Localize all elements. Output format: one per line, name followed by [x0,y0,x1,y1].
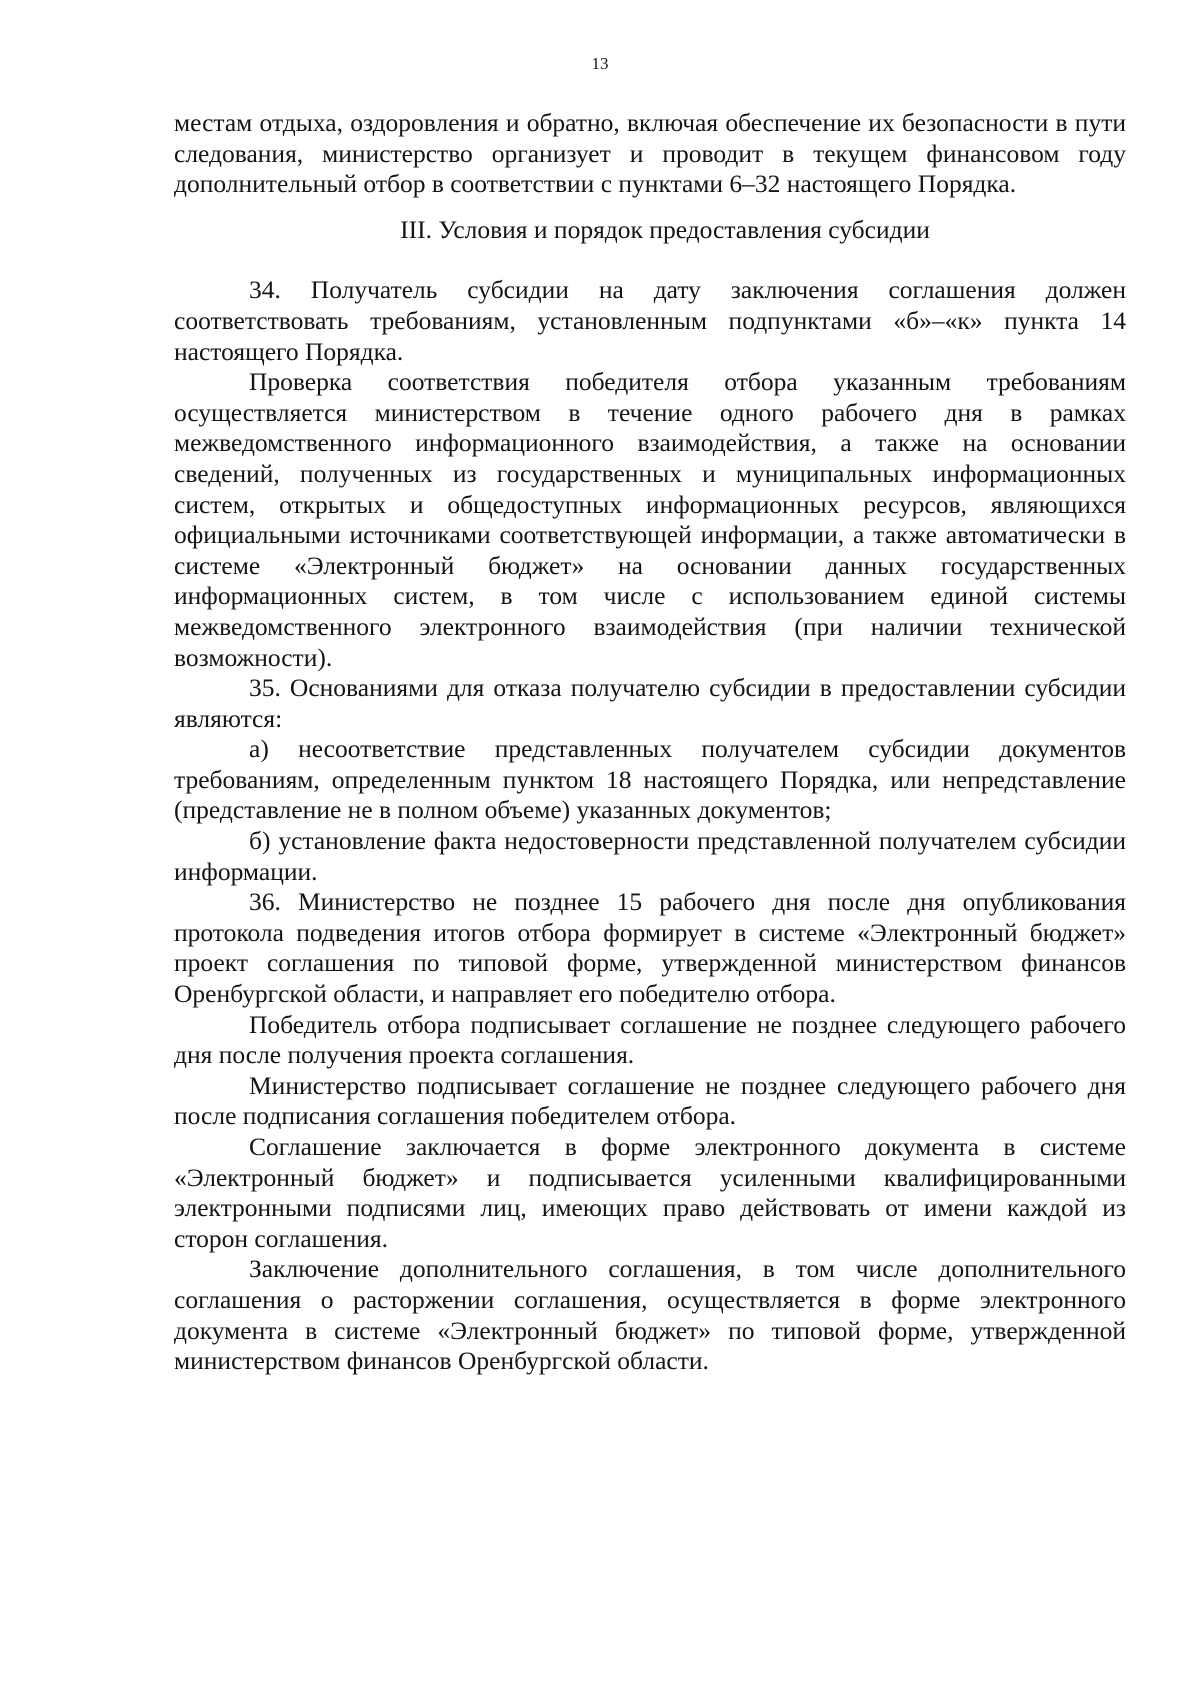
paragraph-winner-signs: Победитель отбора подписывает соглашение не позднее следующего рабочего дня после получения проекта соглашения. [174,1009,1126,1070]
paragraph-additional-agreement: Заключение дополнительного соглашения, в том числе дополнительного соглашения о расторжении соглашения, осуществляется в форме электронного документа в системе «Электронный бюджет» по типовой форме, утвержденной министерством финансов Оренбургской области. [174,1254,1126,1376]
paragraph-34: 34. Получатель субсидии на дату заключения соглашения должен соответствовать требованиям, установленным подпунктами «б»–«к» пункта 14 настоящего Порядка. [174,275,1126,366]
paragraph-verification: Проверка соответствия победителя отбора указанным требованиям осуществляется министерством в течение одного рабочего дня в рамках межведомственного информационного взаимодействия, а также на основании сведений, полученных из государственных и муниципальных информационных систем, открытых и общедоступных информационных ресурсов, являющихся официальными источниками соответствующей информации, а также автоматически в системе «Электронный бюджет» на основании данных государственных информационных систем, в том числе с использованием единой системы межведомственного электронного взаимодействия (при наличии технической возможности). [174,367,1126,672]
continued-paragraph: местам отдыха, оздоровления и обратно, включая обеспечение их безопасности в пути следования, министерство организует и проводит в текущем финансовом году дополнительный отбор в соответствии с пунктами 6–32 настоящего Порядка. [174,108,1126,199]
paragraph-electronic-form: Соглашение заключается в форме электронного документа в системе «Электронный бюджет» и подписывается усиленными квалифицированными электронными подписями лиц, имеющих право действовать от имени каждой из сторон соглашения. [174,1132,1126,1253]
section-heading: III. Условия и порядок предоставления субсидии [400,214,930,244]
paragraph-ministry-signs: Министерство подписывает соглашение не позднее следующего рабочего дня после подписания соглашения победителем отбора. [174,1070,1126,1131]
paragraph-35-a: а) несоответствие представленных получателем субсидии документов требованиям, определенным пунктом 18 настоящего Порядка, или непредставление (представление не в полном объеме) указанных документов; [174,734,1126,825]
paragraph-35-b: б) установление факта недостоверности представленной получателем субсидии информации. [174,826,1126,886]
page-number: 13 [591,54,609,73]
paragraph-35: 35. Основаниями для отказа получателю субсидии в предоставлении субсидии являются: [174,673,1126,733]
document-body [174,108,1126,1377]
paragraph-36: 36. Министерство не позднее 15 рабочего дня после дня опубликования протокола подведения итогов отбора формирует в системе «Электронный бюджет» проект соглашения по типовой форме, утвержденной министерством финансов Оренбургской области, и направляет его победителю отбора. [174,887,1126,1009]
